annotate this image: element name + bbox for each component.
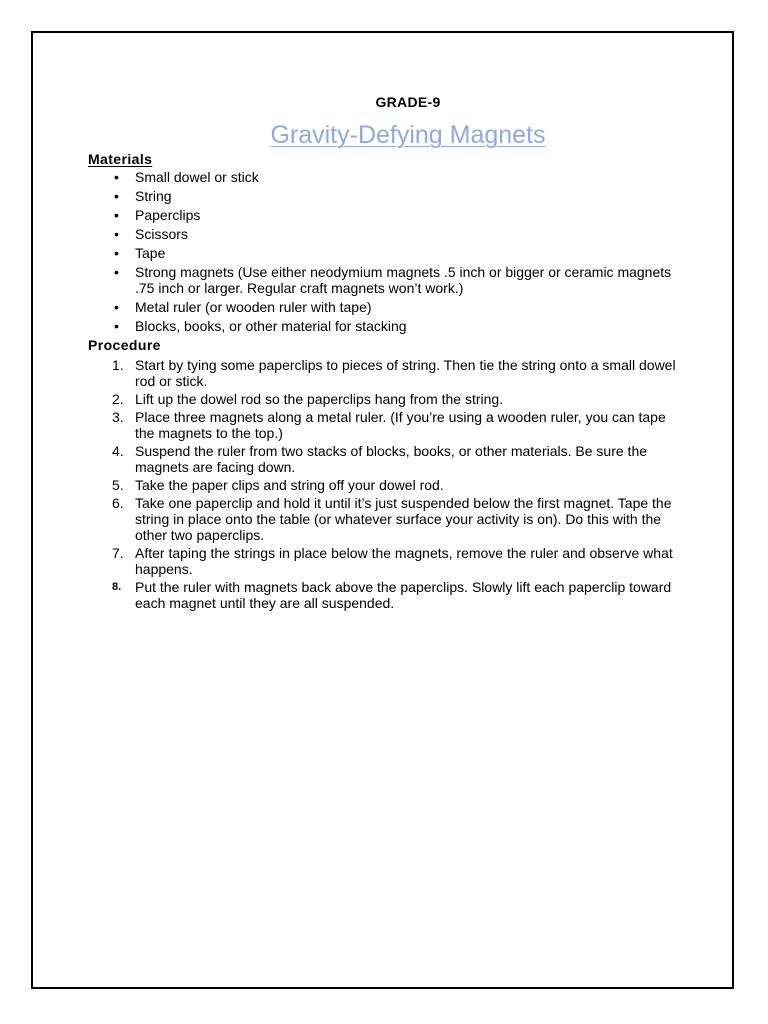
list-item — [88, 169, 688, 185]
step-number: 3. — [112, 409, 124, 425]
material-text: Small dowel or stick — [135, 169, 259, 185]
material-text: String — [135, 188, 172, 204]
list-item — [88, 443, 688, 475]
step-text: Take one paperclip and hold it until it’s just suspended below the first magnet. Tape the string in place onto the table (or whatever surface your activity is on). Do this with the other two paperclips. — [135, 495, 672, 543]
step-text: Lift up the dowel rod so the paperclips hang from the string. — [135, 391, 504, 407]
bullet-icon: • — [114, 169, 119, 185]
list-item — [88, 545, 688, 577]
material-text: Strong magnets (Use either neodymium magnets .5 inch or bigger or ceramic magnets .75 inch or larger. Regular craft magnets won’t work.) — [135, 264, 672, 296]
bullet-icon: • — [114, 188, 119, 204]
material-text: Scissors — [135, 226, 188, 242]
material-text: Metal ruler (or wooden ruler with tape) — [135, 299, 372, 315]
step-text: Take the paper clips and string off your dowel rod. — [135, 477, 444, 493]
step-number: 6. — [112, 495, 124, 511]
list-item — [88, 495, 688, 543]
material-text: Paperclips — [135, 207, 201, 223]
step-number: 8. — [112, 581, 122, 593]
grade-label: GRADE-9 — [375, 94, 441, 110]
step-text: Place three magnets along a metal ruler. (If you’re using a wooden ruler, you can tape the magnets to the top.) — [135, 409, 666, 441]
list-item — [88, 409, 688, 441]
procedure-list — [88, 357, 688, 611]
list-item — [88, 318, 688, 334]
list-item — [88, 477, 688, 493]
step-number: 7. — [112, 545, 124, 561]
bullet-icon: • — [114, 264, 119, 280]
list-item — [88, 188, 688, 204]
materials-list — [88, 169, 688, 334]
step-text: After taping the strings in place below the magnets, remove the ruler and observe what happens. — [135, 545, 673, 577]
step-number: 4. — [112, 443, 124, 459]
list-item — [88, 391, 688, 407]
bullet-icon: • — [114, 207, 119, 223]
document-title: Gravity-Defying Magnets — [270, 121, 546, 149]
bullet-icon: • — [114, 226, 119, 242]
materials-heading: Materials — [88, 151, 153, 167]
list-item — [88, 264, 688, 296]
step-number: 5. — [112, 477, 124, 493]
bullet-icon: • — [114, 245, 119, 261]
step-number: 1. — [112, 357, 124, 373]
material-text: Tape — [135, 245, 166, 261]
document-content — [88, 92, 688, 613]
list-item — [88, 579, 688, 611]
step-number: 2. — [112, 391, 124, 407]
step-text: Put the ruler with magnets back above the paperclips. Slowly lift each paperclip toward each magnet until they are all suspended. — [135, 579, 672, 611]
list-item — [88, 357, 688, 389]
list-item — [88, 299, 688, 315]
bullet-icon: • — [114, 318, 119, 334]
material-text: Blocks, books, or other material for stacking — [135, 318, 407, 334]
list-item — [88, 245, 688, 261]
list-item — [88, 207, 688, 223]
bullet-icon: • — [114, 299, 119, 315]
procedure-heading: Procedure — [88, 337, 161, 353]
list-item — [88, 226, 688, 242]
step-text: Start by tying some paperclips to pieces of string. Then tie the string onto a small dowel rod or stick. — [135, 357, 676, 389]
step-text: Suspend the ruler from two stacks of blocks, books, or other materials. Be sure the magnets are facing down. — [135, 443, 648, 475]
